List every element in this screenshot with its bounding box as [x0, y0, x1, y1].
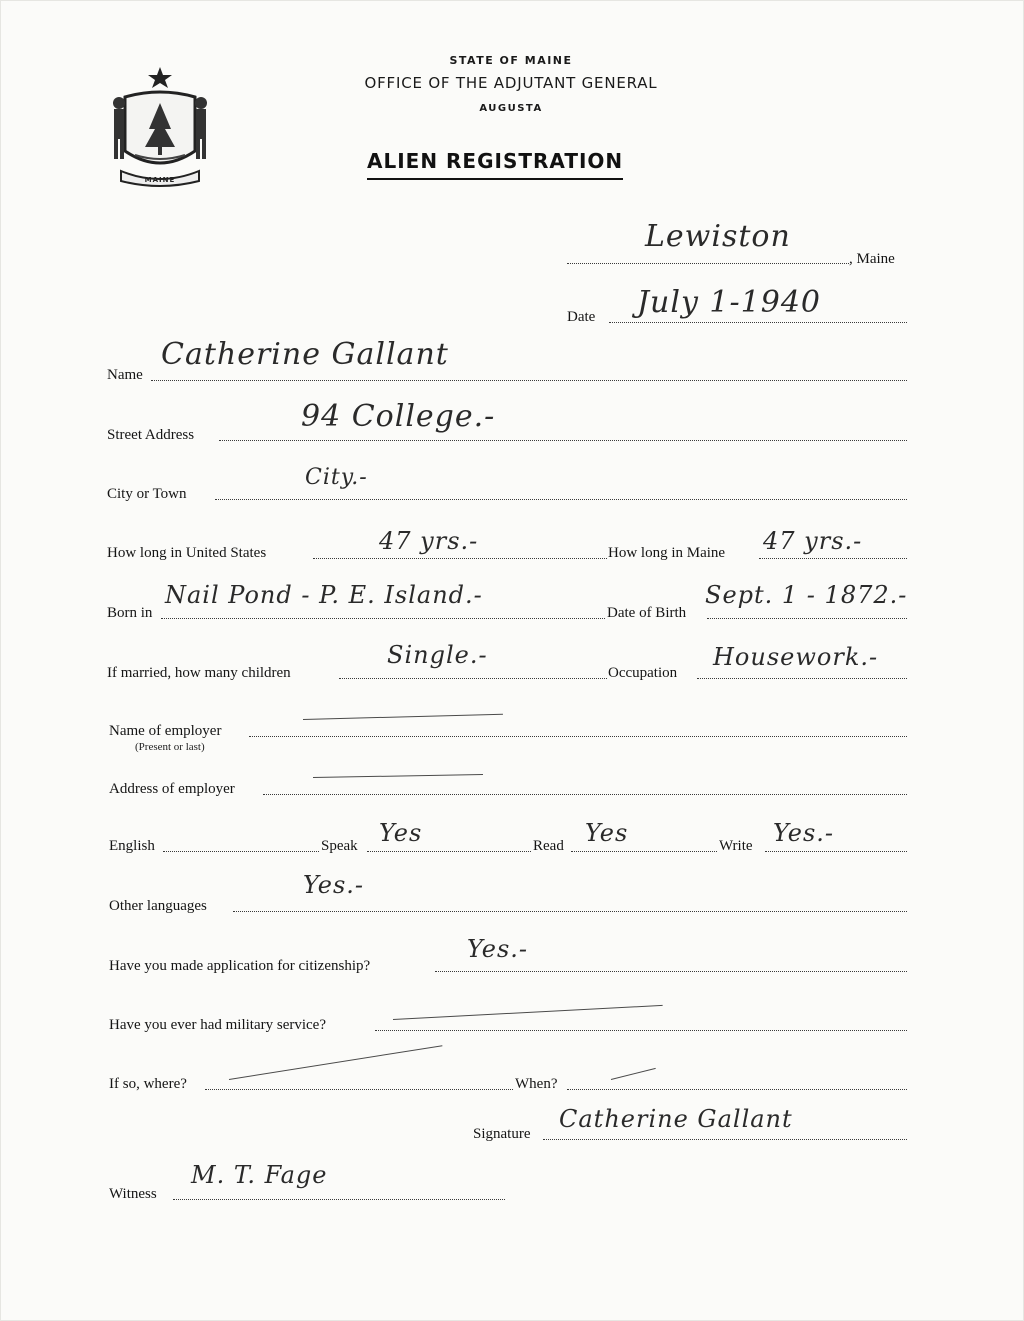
read-value: Yes — [585, 819, 629, 847]
witness-line — [173, 1199, 505, 1200]
read-line — [571, 851, 717, 852]
occupation-line — [697, 678, 907, 679]
date-value: July 1-1940 — [637, 285, 821, 320]
name-line — [151, 380, 907, 381]
write-value: Yes.- — [773, 819, 835, 847]
date-of-birth-line — [707, 618, 907, 619]
children-value: Single.- — [387, 641, 488, 669]
signature-label: Signature — [473, 1126, 531, 1142]
born-in-line — [161, 618, 605, 619]
name-value: Catherine Gallant — [161, 337, 449, 372]
occupation-value: Housework.- — [713, 643, 879, 671]
other-languages-line — [233, 911, 907, 912]
witness-value: M. T. Fage — [191, 1161, 328, 1189]
date-of-birth-label: Date of Birth — [607, 605, 687, 621]
write-label: Write — [719, 838, 753, 854]
military-dash — [393, 1005, 663, 1020]
occupation-label: Occupation — [608, 665, 678, 681]
date-line — [609, 322, 907, 323]
english-label: English — [109, 838, 155, 854]
write-line — [765, 851, 907, 852]
header-city: AUGUSTA — [479, 103, 543, 114]
english-line — [163, 851, 319, 852]
when-dash — [611, 1068, 656, 1080]
where-dash — [229, 1045, 442, 1080]
form-title: ALIEN REGISTRATION — [367, 149, 623, 180]
children-line — [339, 678, 607, 679]
born-in-label: Born in — [107, 605, 153, 621]
header-office: OFFICE OF THE ADJUTANT GENERAL — [364, 74, 658, 92]
employer-address-label: Address of employer — [109, 781, 235, 797]
when-line — [567, 1089, 907, 1090]
how-long-us-value: 47 yrs.- — [379, 527, 479, 555]
maine-state-seal-icon — [105, 63, 215, 191]
children-label: If married, how many children — [107, 665, 291, 681]
other-languages-label: Other languages — [109, 898, 207, 914]
other-languages-value: Yes.- — [303, 871, 365, 899]
employer-address-line — [263, 794, 907, 795]
citizenship-value: Yes.- — [467, 935, 529, 963]
date-of-birth-value: Sept. 1 - 1872.- — [705, 581, 908, 609]
city-or-town-value: City.- — [305, 465, 368, 490]
header-state: STATE OF MAINE — [449, 54, 573, 67]
employer-name-dash — [303, 714, 503, 720]
speak-value: Yes — [379, 819, 423, 847]
city-or-town-line — [215, 499, 907, 500]
how-long-us-line — [313, 558, 607, 559]
how-long-maine-value: 47 yrs.- — [763, 527, 863, 555]
where-label: If so, where? — [109, 1076, 187, 1092]
citizenship-line — [435, 971, 907, 972]
how-long-maine-label: How long in Maine — [608, 545, 726, 561]
city-or-town-label: City or Town — [107, 486, 187, 502]
military-label: Have you ever had military service? — [109, 1017, 326, 1033]
employer-name-line — [249, 736, 907, 737]
name-label: Name — [107, 367, 143, 383]
how-long-us-label: How long in United States — [107, 545, 267, 561]
maine-label: , Maine — [849, 251, 895, 267]
citizenship-label: Have you made application for citizenship? — [109, 958, 371, 974]
read-label: Read — [533, 838, 564, 854]
speak-label: Speak — [321, 838, 358, 854]
date-label: Date — [567, 309, 596, 325]
employer-address-dash — [313, 774, 483, 778]
where-line — [205, 1089, 513, 1090]
employer-name-note: (Present or last) — [135, 741, 205, 753]
speak-line — [367, 851, 531, 852]
seal-lettering: MAINE — [144, 176, 176, 184]
town-value: Lewiston — [645, 219, 791, 254]
witness-label: Witness — [109, 1186, 157, 1202]
street-address-line — [219, 440, 907, 441]
signature-line — [543, 1139, 907, 1140]
when-label: When? — [515, 1076, 558, 1092]
born-in-value: Nail Pond - P. E. Island.- — [165, 581, 483, 609]
signature-value: Catherine Gallant — [559, 1105, 793, 1133]
street-address-label: Street Address — [107, 427, 195, 443]
military-line — [375, 1030, 907, 1031]
street-address-value: 94 College.- — [301, 399, 496, 434]
employer-name-label: Name of employer — [109, 723, 222, 739]
town-line — [567, 263, 849, 264]
how-long-maine-line — [759, 558, 907, 559]
